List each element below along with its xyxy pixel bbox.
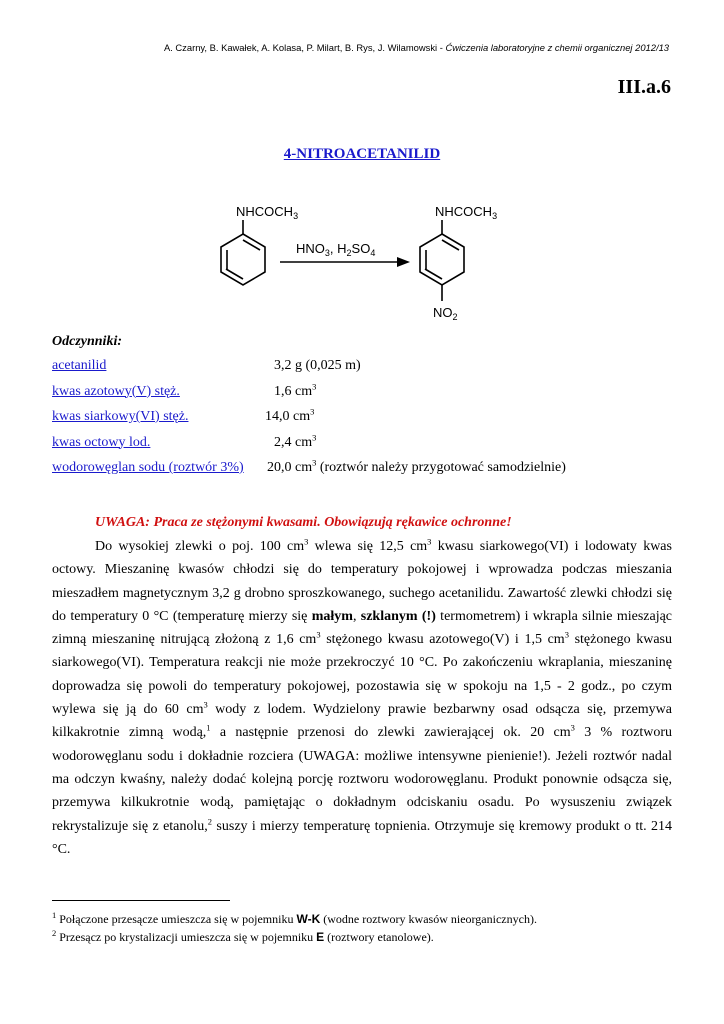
reagent-amount-unit-sup: 3: [312, 380, 317, 391]
header-authors: A. Czarny, B. Kawałek, A. Kolasa, P. Milart, B. Rys, J. Wilamowski -: [163, 42, 446, 53]
nitroacetanilide-structure: [420, 220, 464, 301]
procedure-segment: stężonego kwasu siarkowego(VI). Temperatura reakcji nie może przekroczyć 10 °C. Po zakończeniu wkraplania, mieszaninę doprowadza się powoli do temperatury pokojowej, pozostawia się w spokoju na 1,5 - 2 godz., po czym wylewa się ją do 60 cm: [52, 632, 672, 718]
page-header: [0, 42, 669, 53]
reagent-amount: [274, 358, 361, 374]
procedure-segment: 3 % roztworu wodorowęglanu sodu i dokładnie rozciera (UWAGA: możliwe intensywne pienienie!). Jeżeli roztwór nadal ma odczyn kwaśny, należy dodać kolejną porcję roztworu wodorowęglanu. Produkt ponownie odsącza się, przemywa kilkukrotnie wodą, pamiętając o dokładnym odciskaniu osadu. Po wysuszeniu związek rekrystalizuje się z etanolu,: [52, 725, 672, 834]
waste-container-code: W-K: [296, 912, 321, 926]
bold-text: szklanym (!): [360, 608, 436, 624]
procedure-segment: a następnie przenosi do zlewki zawierającej ok. 20 cm: [210, 725, 571, 741]
nitro-group-label: $NO_2$: [433, 305, 458, 322]
reagent-amount-unit-sup: 3: [312, 431, 317, 442]
procedure-segment: Do wysokiej zlewki o poj. 100 cm: [95, 539, 305, 554]
reagent-amount-value: 2,4 cm: [274, 434, 313, 450]
footnote: [52, 930, 434, 945]
reagent-row: [52, 406, 315, 427]
footnote-number: 2: [52, 928, 57, 938]
bold-text: małym: [311, 608, 353, 624]
procedure-segment: ,: [352, 608, 361, 624]
reagent-link[interactable]: kwas azotowy(V) stęż.: [52, 383, 180, 399]
superscript: 2: [207, 815, 213, 826]
reagent-link[interactable]: wodorowęglan sodu (roztwór 3%): [52, 460, 244, 475]
procedure-segment: suszy i mierzy temperaturę topnienia. Otrzymuje się kremowy produkt o tt. 214 °C.: [52, 818, 672, 857]
safety-warning: UWAGA: Praca ze stężonymi kwasami. Obowiązują rękawice ochronne!: [95, 515, 512, 530]
superscript: 3: [304, 536, 309, 547]
reagent-amount: [274, 380, 317, 400]
superscript: 3: [203, 699, 208, 710]
superscript: 3: [564, 629, 569, 640]
reactant-group-label: $NHCOCH_3$: [236, 204, 299, 221]
superscript: 3: [427, 536, 432, 547]
reagent-row: [52, 380, 317, 402]
superscript: 1: [206, 722, 211, 733]
reagent-amount: [267, 457, 566, 476]
procedure-segment: wody z lodem. Wydzielony prawie bezbarwny osad odsącza się, przemywa kilkakrotnie zimną wodą,: [52, 702, 672, 741]
reagent-amount: [265, 406, 315, 425]
reagent-row: [52, 431, 317, 453]
acetanilide-structure: [221, 220, 265, 285]
reagent-link[interactable]: acetanilid: [52, 358, 107, 373]
procedure-segment: kwasu siarkowego(VI) i lodowaty kwas octowy. Mieszaninę kwasów chłodzi się do temperatury pokojowej i wprowadza podczas mieszania mieszadłem magnetycznym 3,2 g drobno sproszkowanego, suchego acetanilidu. Zawartość zlewki chłodzi się do temperatury 0 °C (temperaturę mierzy się: [52, 539, 672, 624]
reagent-amount: [274, 431, 317, 451]
footnote-number: 1: [52, 910, 57, 920]
reagent-amount-value: 3,2 g (0,025 m): [274, 358, 361, 373]
reagents-label: $HNO_3$, $H_2SO_4$: [296, 241, 376, 258]
reagent-row: [52, 358, 361, 376]
reagents-heading: Odczynniki:: [52, 334, 122, 349]
procedure-segment: wlewa się 12,5 cm: [308, 539, 428, 554]
exercise-code: III.a.6: [617, 76, 671, 98]
reaction-arrow: [280, 257, 410, 267]
superscript: 3: [570, 722, 575, 733]
reagent-link[interactable]: kwas octowy lod.: [52, 434, 151, 450]
reagent-amount-value: 20,0 cm: [267, 460, 313, 475]
reagent-amount-value: 1,6 cm: [274, 383, 313, 399]
procedure-segment: stężonego kwasu azotowego(V) i 1,5 cm: [320, 632, 565, 648]
footnote-text: Połączone przesącze umieszcza się w pojemniku: [56, 912, 297, 926]
reagent-amount-value: 14,0 cm: [265, 409, 311, 424]
reagent-link[interactable]: kwas siarkowy(VI) stęż.: [52, 409, 189, 424]
footnote-text: (roztwory etanolowe).: [324, 930, 434, 944]
reagent-amount-unit-sup: 3: [312, 457, 317, 468]
procedure-segment: termometrem) i wkrapla silnie mieszając zimną mieszaninę nitrującą złożoną z 1,6 cm: [52, 608, 673, 648]
reagent-note: (roztwór należy przygotować samodzielnie): [316, 460, 566, 475]
product-group-label: $NHCOCH_3$: [435, 204, 498, 221]
footnote: [52, 912, 537, 927]
reagent-amount-unit-sup: 3: [310, 406, 315, 417]
waste-container-code: E: [316, 930, 325, 944]
superscript: 3: [316, 629, 321, 640]
footnote-text: (wodne roztwory kwasów nieorganicznych).: [320, 912, 537, 926]
page-title[interactable]: 4-NITROACETANILID: [283, 146, 441, 162]
procedure-text: [52, 535, 672, 861]
footnote-text: Przesącz po krystalizacji umieszcza się w pojemniku: [56, 930, 317, 944]
reagent-row: [52, 457, 566, 478]
reaction-scheme: [200, 198, 540, 328]
footnote-separator: [52, 900, 230, 901]
header-course: Ćwiczenia laboratoryjne z chemii organicznej 2012/13: [445, 42, 669, 53]
